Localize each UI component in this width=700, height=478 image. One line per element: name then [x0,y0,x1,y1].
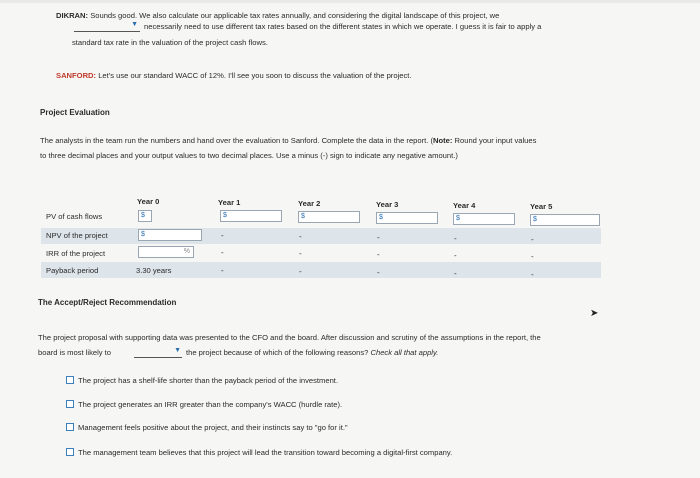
row-label-npv: NPV of the project [46,231,108,240]
year-3-header: Year 3 [376,200,399,209]
percent-sign: % [183,248,190,255]
row-shade-npv [41,228,601,244]
payback-year1-dash: - [221,266,224,275]
year-4-header: Year 4 [453,201,476,210]
row-label-pv: PV of cash flows [46,212,103,221]
instr-part-2: Round your input values [452,136,537,145]
payback-year0-value: 3.30 years [136,266,172,275]
chevron-down-icon: ▼ [131,21,138,28]
row-label-irr: IRR of the project [46,249,106,258]
note-label: Note: [433,136,453,145]
top-divider [0,0,700,3]
option-4-label: The management team believes that this project will lead the transition toward becoming a digital-first company. [78,448,453,457]
row-label-payback: Payback period [46,266,99,275]
payback-year2-dash: - [299,267,302,276]
dollar-sign: $ [533,216,537,223]
irr-year0-input[interactable] [138,246,194,258]
dollar-sign: $ [141,231,145,238]
recommendation-question: the project because of which of the following reasons? [186,348,369,357]
chevron-down-icon: ▼ [174,347,181,354]
evaluation-instructions-1 [40,136,536,145]
check-all-note: Check all that apply. [370,348,439,357]
option-1-checkbox[interactable] [66,376,74,384]
option-3-label: Management feels positive about the project, and their instincts say to "go for it." [78,423,348,432]
dikran-line-1 [56,11,499,20]
pv-year0-input[interactable] [138,210,152,222]
recommendation-text-1: The project proposal with supporting data was presented to the CFO and the board. After discussion and scrutiny of the assumptions in the report, the [38,333,541,342]
dollar-sign: $ [141,212,145,219]
npv-year3-dash: - [377,233,380,242]
year-1-header: Year 1 [218,198,241,207]
instr-part-1: The analysts in the team run the numbers and hand over the evaluation to Sanford. Complete the data in the report. ( [40,136,434,145]
option-1-label: The project has a shelf-life shorter than the payback period of the investment. [78,376,339,385]
row-shade-payback [41,262,601,278]
payback-year5-dash: - [531,270,534,279]
pv-year3-input[interactable] [376,212,438,224]
dollar-sign: $ [456,215,460,222]
dollar-sign: $ [223,212,227,219]
sanford-name: SANFORD: [56,71,97,80]
pv-year4-input[interactable] [453,213,515,225]
irr-year2-dash: - [299,249,302,258]
option-2-label: The project generates an IRR greater than the company's WACC (hurdle rate). [78,400,343,409]
option-4-checkbox[interactable] [66,448,74,456]
option-3-checkbox[interactable] [66,423,74,431]
npv-year0-input[interactable] [138,229,202,241]
accept-reject-dropdown[interactable] [134,347,182,358]
recommendation-text-2a: board is most likely to [38,348,112,357]
recommendation-text-2b [186,348,438,357]
option-2-checkbox[interactable] [66,400,74,408]
pv-year2-input[interactable] [298,211,360,223]
irr-year3-dash: - [377,250,380,259]
sanford-text: Let's use our standard WACC of 12%. I'll see you soon to discuss the valuation of the project. [98,71,412,80]
mouse-cursor-icon: ➤ [590,308,599,319]
payback-year3-dash: - [377,268,380,277]
irr-year1-dash: - [221,248,224,257]
dikran-name: DIKRAN: [56,11,89,20]
dollar-sign: $ [301,213,305,220]
irr-year5-dash: - [531,252,534,261]
npv-year2-dash: - [299,232,302,241]
npv-year5-dash: - [531,235,534,244]
year-5-header: Year 5 [530,202,553,211]
evaluation-instructions-2: to three decimal places and your output values to two decimal places. Use a minus (-) sign to indicate any negative amount.) [40,151,458,160]
year-0-header: Year 0 [137,197,160,206]
pv-year1-input[interactable] [220,210,282,222]
recommendation-title: The Accept/Reject Recommendation [38,298,177,307]
npv-year4-dash: - [454,234,457,243]
dollar-sign: $ [379,214,383,221]
sanford-line [56,71,412,80]
dikran-text-1: Sounds good. We also calculate our applicable tax rates annually, and considering the digital landscape of this project, we [90,11,500,20]
irr-year4-dash: - [454,251,457,260]
evaluation-title: Project Evaluation [40,108,110,117]
dikran-dropdown[interactable] [74,21,140,32]
dikran-text-2: necessarily need to use different tax rates based on the different states in which we operate. I guess it is fair to apply a [144,22,542,31]
year-2-header: Year 2 [298,199,321,208]
pv-year5-input[interactable] [530,214,600,226]
npv-year1-dash: - [221,231,224,240]
payback-year4-dash: - [454,269,457,278]
dikran-text-3: standard tax rate in the valuation of the project cash flows. [72,38,268,47]
